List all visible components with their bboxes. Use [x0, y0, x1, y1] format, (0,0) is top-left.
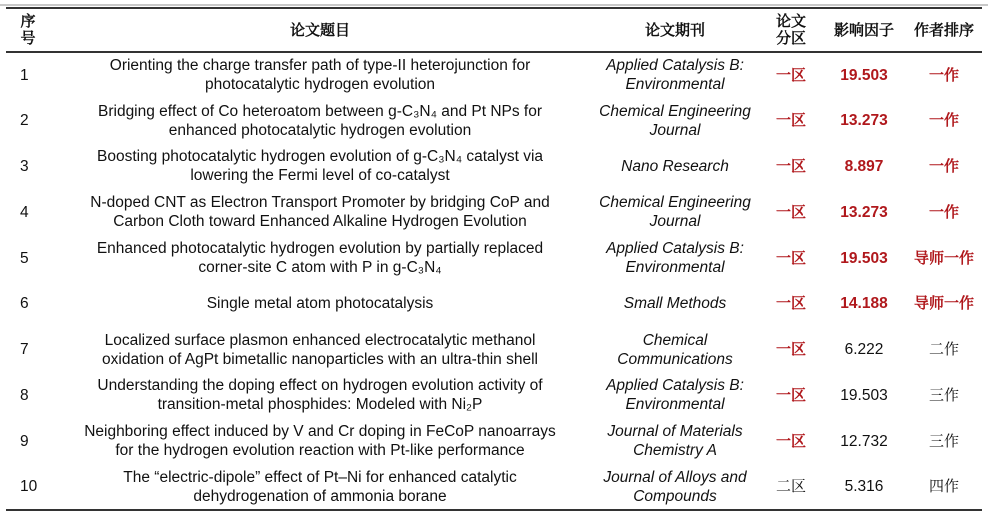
row-number: 5	[20, 249, 29, 267]
impact-factor: 14.188	[840, 295, 888, 313]
impact-factor: 13.273	[840, 203, 888, 221]
journal-zone: 二区	[775, 477, 806, 496]
journal-zone: 一区	[775, 156, 806, 175]
journal-line: Journal	[649, 121, 701, 139]
title-line: for the hydrogen evolution reaction with Pt-like performance	[115, 442, 525, 460]
impact-factor: 13.273	[840, 112, 888, 130]
table-row	[6, 464, 982, 510]
journal-zone: 一区	[775, 340, 806, 359]
row-number: 8	[20, 386, 29, 404]
author-order: 二作	[928, 340, 959, 359]
impact-factor: 19.503	[840, 386, 888, 404]
title-line: N-doped CNT as Electron Transport Promoter by bridging CoP and	[90, 194, 550, 212]
table-row	[6, 144, 982, 190]
row-number: 6	[20, 295, 29, 313]
journal-line: Nano Research	[621, 157, 729, 175]
impact-factor: 12.732	[840, 432, 888, 450]
title-line: transition-metal phosphides: Modeled with Ni₂P	[157, 396, 483, 414]
journal-name	[590, 189, 760, 235]
header-author: 作者排序	[913, 20, 974, 39]
header-title: 论文题目	[289, 20, 350, 39]
journal-name	[590, 281, 760, 327]
table-row	[6, 98, 982, 144]
journal-zone: 一区	[775, 294, 806, 313]
paper-title	[50, 281, 590, 327]
author-order: 导师一作	[913, 294, 974, 313]
title-line: dehydrogenation of ammonia borane	[193, 487, 447, 505]
publications-table	[6, 7, 982, 511]
author-order: 三作	[928, 385, 959, 404]
row-number: 7	[20, 341, 29, 359]
row-number: 1	[20, 66, 29, 84]
title-line: Localized surface plasmon enhanced electrocatalytic methanol	[104, 331, 536, 349]
title-line: Single metal atom photocatalysis	[206, 295, 434, 313]
paper-title	[50, 418, 590, 464]
paper-title	[50, 98, 590, 144]
title-line: oxidation of AgPt bimetallic nanoparticles with an ultra-thin shell	[102, 350, 538, 368]
table-row	[6, 52, 982, 98]
title-line: Understanding the doping effect on hydrogen evolution activity of	[97, 377, 543, 395]
journal-line: Journal of Materials	[607, 423, 743, 441]
journal-line: Journal of Alloys and	[603, 468, 747, 486]
journal-line: Applied Catalysis B:	[606, 240, 744, 258]
author-order: 一作	[928, 202, 959, 221]
journal-line: Environmental	[625, 76, 725, 94]
journal-line: Journal	[649, 213, 701, 231]
title-line: Enhanced photocatalytic hydrogen evolution by partially replaced	[96, 240, 544, 258]
journal-line: Environmental	[625, 396, 725, 414]
journal-line: Small Methods	[623, 295, 727, 313]
row-number: 3	[20, 157, 29, 175]
journal-line: Applied Catalysis B:	[606, 57, 744, 75]
impact-factor: 8.897	[844, 157, 884, 175]
journal-name	[590, 327, 760, 373]
paper-title	[50, 52, 590, 98]
journal-name	[590, 373, 760, 419]
paper-title	[50, 464, 590, 510]
journal-name	[590, 144, 760, 190]
header-num: 序号	[20, 12, 36, 47]
table-row	[6, 373, 982, 419]
journal-zone: 一区	[775, 248, 806, 267]
paper-title	[50, 373, 590, 419]
title-line: Bridging effect of Co heteroatom between g-C₃N₄ and Pt NPs for	[98, 102, 542, 120]
journal-line: Chemical	[642, 331, 708, 349]
impact-factor: 5.316	[844, 478, 884, 496]
impact-factor: 6.222	[844, 341, 884, 359]
author-order: 一作	[928, 111, 959, 130]
journal-line: Applied Catalysis B:	[606, 377, 744, 395]
journal-zone: 一区	[775, 65, 806, 84]
journal-line: Communications	[617, 350, 733, 368]
journal-zone: 一区	[775, 385, 806, 404]
journal-name	[590, 52, 760, 98]
table-row	[6, 189, 982, 235]
table-row	[6, 418, 982, 464]
journal-line: Chemistry A	[633, 442, 717, 460]
title-line: photocatalytic hydrogen evolution	[204, 76, 436, 94]
impact-factor: 19.503	[840, 249, 888, 267]
journal-name	[590, 98, 760, 144]
journal-zone: 一区	[775, 202, 806, 221]
journal-zone: 一区	[775, 111, 806, 130]
paper-title	[50, 189, 590, 235]
author-order: 导师一作	[913, 248, 974, 267]
table-header	[6, 8, 982, 52]
header-impact: 影响因子	[833, 20, 894, 39]
paper-title	[50, 235, 590, 281]
journal-name	[590, 418, 760, 464]
title-line: Orienting the charge transfer path of type-II heterojunction for	[109, 57, 531, 75]
table-row	[6, 327, 982, 373]
author-order: 一作	[928, 156, 959, 175]
paper-title	[50, 144, 590, 190]
journal-zone: 一区	[775, 431, 806, 450]
author-order: 三作	[928, 431, 959, 450]
journal-line: Environmental	[625, 259, 725, 277]
table-row	[6, 235, 982, 281]
row-number: 10	[20, 478, 38, 496]
row-number: 4	[20, 203, 29, 221]
title-line: Carbon Cloth toward Enhanced Alkaline Hydrogen Evolution	[113, 213, 527, 231]
journal-name	[590, 235, 760, 281]
title-line: Boosting photocatalytic hydrogen evolution of g-C₃N₄ catalyst via	[96, 148, 544, 166]
journal-line: Compounds	[633, 487, 717, 505]
author-order: 四作	[928, 477, 959, 496]
journal-name	[590, 464, 760, 510]
row-number: 2	[20, 112, 29, 130]
paper-title	[50, 327, 590, 373]
top-divider	[0, 4, 988, 6]
header-journal: 论文期刊	[644, 20, 705, 39]
title-line: The “electric-dipole” effect of Pt–Ni for enhanced catalytic	[123, 468, 517, 486]
row-number: 9	[20, 432, 29, 450]
title-line: Neighboring effect induced by V and Cr doping in FeCoP nanoarrays	[84, 423, 556, 441]
header-zone: 论文分区	[776, 12, 807, 47]
table-row	[6, 281, 982, 327]
author-order: 一作	[928, 65, 959, 84]
journal-line: Chemical Engineering	[599, 194, 751, 212]
title-line: corner-site C atom with P in g-C₃N₄	[198, 259, 442, 277]
title-line: lowering the Fermi level of co-catalyst	[190, 167, 450, 185]
title-line: enhanced photocatalytic hydrogen evolution	[168, 121, 472, 139]
journal-line: Chemical Engineering	[599, 102, 751, 120]
impact-factor: 19.503	[840, 66, 888, 84]
